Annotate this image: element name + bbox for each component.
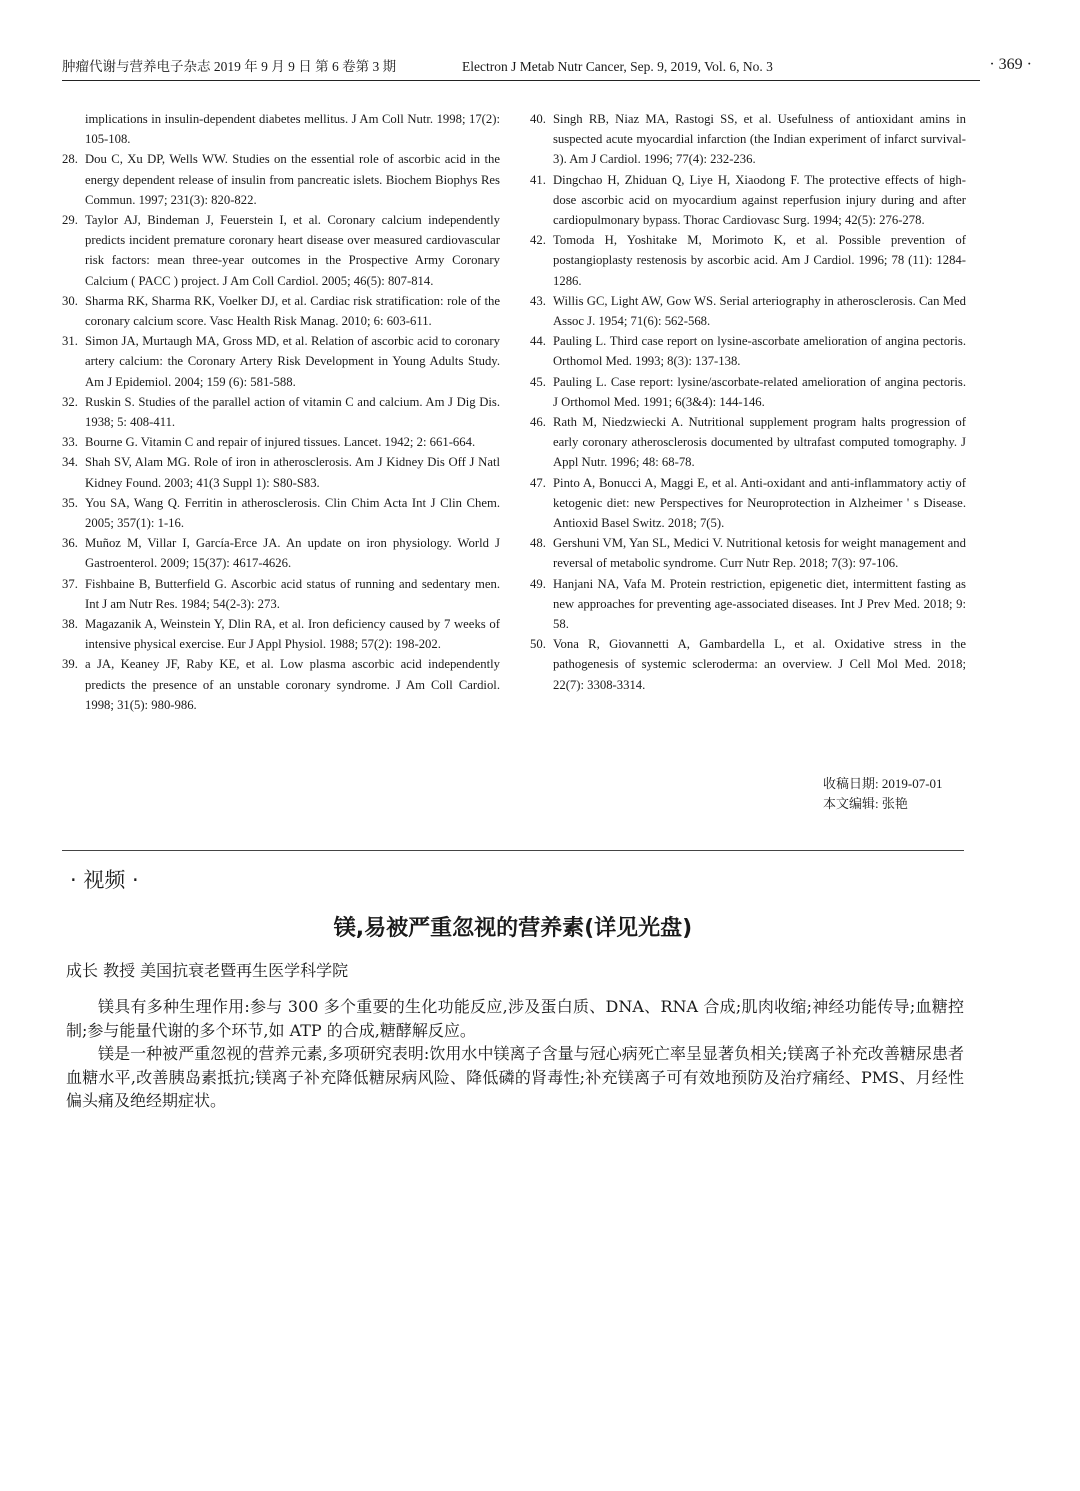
reference-number: 36.	[62, 536, 78, 551]
reference-text: Tomoda H, Yoshitake M, Morimoto K, et al. Possible prevention of postangioplasty restenosis by ascorbic acid. Am J Cardiol. 1996; 78 (11): 1284-1286.	[553, 233, 966, 288]
reference-item	[62, 493, 500, 533]
reference-number: 40.	[530, 112, 546, 126]
reference-item	[530, 372, 966, 412]
reference-text: Simon JA, Murtaugh MA, Gross MD, et al. Relation of ascorbic acid to coronary artery calcium: the Coronary Artery Risk Development in Young Adults Study. Am J Epidemiol. 2004; 159 (6): 581-588.	[85, 334, 500, 389]
reference-text: You SA, Wang Q. Ferritin in atherosclerosis. Clin Chim Acta Int J Clin Chem. 2005; 357(1): 1-16.	[85, 495, 500, 531]
reference-item	[62, 533, 500, 573]
reference-text: Shah SV, Alam MG. Role of iron in atherosclerosis. Am J Kidney Dis Off J Natl Kidney Found. 2003; 41(3 Suppl 1): S80-S83.	[85, 455, 500, 490]
body-paragraph: 镁具有多种生理作用:参与 300 多个重要的生化功能反应,涉及蛋白质、DNA、RNA 合成;肌肉收缩;神经功能传导;血糖控制;参与能量代谢的多个环节,如 ATP 的合成,糖酵解反应。	[66, 997, 964, 1040]
references-right-column	[530, 109, 966, 695]
reference-text: Dou C, Xu DP, Wells WW. Studies on the essential role of ascorbic acid in the energy dependent release of insulin from pancreatic islets. Biochem Biophys Res Commun. 1997; 231(3): 820-822.	[85, 152, 500, 207]
reference-item	[62, 210, 500, 291]
running-header	[62, 56, 1032, 81]
reference-item	[530, 331, 966, 371]
reference-text: Dingchao H, Zhiduan Q, Liye H, Xiaodong F. The protective effects of high-dose ascorbic acid on myocardium against reperfusion injury during and after cardiopulmonary bypass. Thorac Cardiovasc Surg. 1994; 42(5): 276-278.	[553, 172, 966, 228]
reference-number: 39.	[62, 657, 78, 672]
reference-item	[62, 109, 500, 149]
reference-text: Hanjani NA, Vafa M. Protein restriction, epigenetic diet, intermittent fasting as new approaches for preventing age-associated diseases. Int J Prev Med. 2018; 9: 58.	[553, 576, 966, 632]
reference-text: Pauling L. Third case report on lysine-ascorbate amelioration of angina pectoris. Orthomol Med. 1993; 8(3): 137-138.	[553, 334, 966, 369]
reference-item	[530, 291, 966, 331]
reference-text: Gershuni VM, Yan SL, Medici V. Nutritional ketosis for weight management and reversal of metabolic syndrome. Curr Nutr Rep. 2018; 7(3): 97-106.	[553, 536, 966, 571]
reference-number: 50.	[530, 637, 546, 652]
reference-item	[530, 533, 966, 573]
reference-number: 42.	[530, 233, 546, 248]
reference-item	[62, 432, 500, 452]
section-tag: · 视频 ·	[70, 868, 139, 892]
article-author: 成长 教授 美国抗衰老暨再生医学科学院	[66, 961, 349, 980]
reference-item	[62, 614, 500, 654]
reference-text: implications in insulin-dependent diabetes mellitus. J Am Coll Nutr. 1998; 17(2): 105-108.	[85, 112, 500, 147]
editor-name: 本文编辑: 张艳	[823, 796, 908, 811]
reference-text: Muñoz M, Villar I, García-Erce JA. An update on iron physiology. World J Gastroenterol. 2009; 15(37): 4617-4626.	[85, 536, 500, 571]
reference-item	[62, 392, 500, 432]
body-paragraph: 镁是一种被严重忽视的营养元素,多项研究表明:饮用水中镁离子含量与冠心病死亡率呈显著负相关;镁离子补充改善糖尿患者血糖水平,改善胰岛素抵抗;镁离子补充降低糖尿病风险、降低磷的肾毒性;补充镁离子可有效地预防及治疗痛经、PMS、月经性偏头痛及绝经期症状。	[66, 1044, 964, 1111]
reference-number: 45.	[530, 374, 546, 389]
reference-item	[530, 473, 966, 534]
received-date: 收稿日期: 2019-07-01	[823, 776, 943, 791]
reference-text: Taylor AJ, Bindeman J, Feuerstein I, et al. Coronary calcium independently predicts incident premature coronary heart disease over measured cardiovascular risk factors: mean three-year outcomes in the Prospective Army Coronary Calcium ( PACC ) project. J Am Coll Cardiol. 2005; 46(5): 807-814.	[85, 213, 500, 288]
reference-number: 47.	[530, 475, 546, 490]
reference-text: Willis GC, Light AW, Gow WS. Serial arteriography in atherosclerosis. Can Med Assoc J. 1954; 71(6): 562-568.	[553, 293, 966, 329]
reference-text: Fishbaine B, Butterfield G. Ascorbic acid status of running and sedentary men. Int J am Nutr Res. 1984; 54(2-3): 273.	[85, 576, 500, 611]
reference-text: Bourne G. Vitamin C and repair of injured tissues. Lancet. 1942; 2: 661-664.	[85, 435, 476, 450]
reference-number: 30.	[62, 293, 78, 308]
reference-text: a JA, Keaney JF, Raby KE, et al. Low plasma ascorbic acid independently predicts the presence of an unstable coronary syndrome. J Am Coll Cardiol. 1998; 31(5): 980-986.	[85, 657, 500, 712]
reference-item	[530, 109, 966, 170]
reference-text: Magazanik A, Weinstein Y, Dlin RA, et al. Iron deficiency caused by 7 weeks of intensive physical exercise. Eur J Appl Physiol. 1988; 57(2): 198-202.	[85, 617, 500, 652]
reference-item	[62, 574, 500, 614]
reference-number: 34.	[62, 455, 78, 470]
reference-number: 43.	[530, 293, 546, 308]
reference-text: Vona R, Giovannetti A, Gambardella L, et al. Oxidative stress in the pathogenesis of systemic scleroderma: an overview. J Cell Mol Med. 2018; 22(7): 3308-3314.	[553, 637, 966, 692]
section-divider	[62, 850, 964, 851]
reference-text: Singh RB, Niaz MA, Rastogi SS, et al. Usefulness of antioxidant amins in suspected acute myocardial infarction (the Indian experiment of infarct survival-3). Am J Cardiol. 1996; 77(4): 232-236.	[553, 112, 966, 167]
reference-item	[530, 412, 966, 473]
references-left-column	[62, 109, 500, 715]
reference-item	[62, 452, 500, 492]
article-title: 镁,易被严重忽视的营养素(详见光盘)	[333, 916, 693, 941]
reference-number: 49.	[530, 576, 546, 591]
reference-text: Ruskin S. Studies of the parallel action of vitamin C and calcium. Am J Dig Dis. 1938; 5: 408-411.	[85, 394, 500, 430]
reference-number: 37.	[62, 576, 78, 591]
reference-item	[530, 634, 966, 695]
reference-number: 31.	[62, 334, 78, 349]
reference-number: 33.	[62, 435, 78, 450]
reference-item	[530, 170, 966, 231]
reference-item	[530, 230, 966, 291]
reference-number: 44.	[530, 334, 546, 349]
reference-text: Sharma RK, Sharma RK, Voelker DJ, et al. Cardiac risk stratification: role of the coronary calcium score. Vasc Health Risk Manag. 2010; 6: 603-611.	[85, 293, 500, 329]
reference-number: 46.	[530, 415, 546, 430]
reference-text: Pauling L. Case report: lysine/ascorbate-related amelioration of angina pectoris. J Orthomol Med. 1991; 6(3&4): 144-146.	[553, 374, 966, 409]
reference-number: 32.	[62, 394, 78, 409]
reference-item	[62, 149, 500, 210]
page-number: · 369 ·	[989, 56, 1032, 73]
header-chinese-journal: 肿瘤代谢与营养电子杂志 2019 年 9 月 9 日 第 6 卷第 3 期	[62, 59, 397, 74]
reference-number: 48.	[530, 536, 546, 551]
received-info	[823, 774, 943, 814]
reference-number: 28.	[62, 152, 78, 167]
reference-item	[530, 574, 966, 635]
reference-text: Pinto A, Bonucci A, Maggi E, et al. Anti-oxidant and anti-inflammatory actiy of ketogenic diet: new Perspectives for Neuroprotection in Alzheimer ' s Disease. Antioxid Basel Switz. 2018; 7(5).	[553, 475, 966, 531]
reference-item	[62, 654, 500, 715]
header-english-journal: Electron J Metab Nutr Cancer, Sep. 9, 2019, Vol. 6, No. 3	[462, 59, 773, 74]
reference-number: 35.	[62, 495, 78, 510]
reference-number: 38.	[62, 617, 78, 632]
article-body	[66, 995, 964, 1113]
reference-text: Rath M, Niedzwiecki A. Nutritional supplement program halts progression of early coronary atherosclerosis documented by ultrafast computed tomography. J Appl Nutr. 1996; 48: 68-78.	[553, 415, 966, 470]
reference-item	[62, 291, 500, 331]
reference-number: 29.	[62, 213, 78, 228]
reference-number: 41.	[530, 172, 546, 187]
reference-item	[62, 331, 500, 392]
